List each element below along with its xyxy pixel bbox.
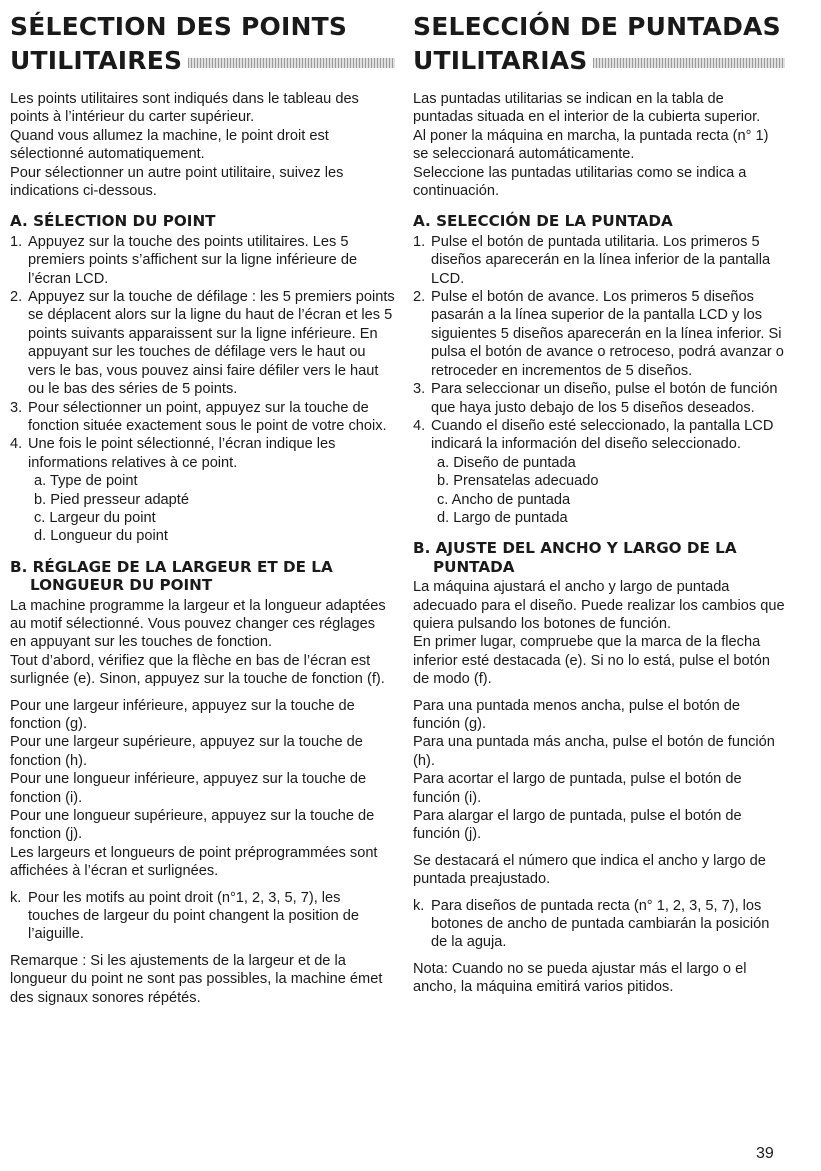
spanish-remark: Nota: Cuando no se pueda ajustar más el largo o el ancho, la máquina emitirá varios pitidos.	[413, 960, 747, 996]
list-item: 3. Pour sélectionner un point, appuyez sur la touche de fonction située exactement sous le point de votre choix.	[10, 399, 387, 434]
spanish-intro-3: Seleccione las puntadas utilitarias como se indica a continuación.	[413, 164, 747, 200]
spanish-title-line2: UTILITARIAS	[413, 46, 588, 75]
list-item: 2. Pulse el botón de avance. Los primeros 5 diseños pasarán a la línea superior de la pantalla LCD y los siguientes 5 diseños aparecerán en la línea inferior. Si pulsa el botón de avance o retroceso, podrá avanzar o retroceder en incrementos de 5 diseños.	[413, 289, 784, 379]
spanish-b-line: Para acortar el largo de puntada, pulse el botón de función (i).	[413, 771, 742, 806]
spanish-b-paragraph-1: La máquina ajustará el ancho y largo de puntada adecuado para el diseño. Puede realizar los cambios que quiera pulsando los botones de función.	[413, 579, 785, 632]
french-intro-3: Pour sélectionner un autre point utilitaire, suivez les indications ci-dessous.	[10, 164, 344, 200]
french-column	[10, 10, 395, 1007]
sub-item: a. Type de point	[34, 473, 138, 490]
list-item: 1. Appuyez sur la touche des points utilitaires. Les 5 premiers points s’affichent sur la ligne inférieure de l’écran LCD.	[10, 233, 358, 287]
spanish-b-line: Se destacará el número que indica el ancho y largo de puntada preajustado.	[413, 852, 766, 888]
french-title-row	[10, 44, 395, 78]
spanish-title-row	[413, 44, 785, 78]
sub-item: c. Largeur du point	[34, 509, 156, 526]
spanish-title-line1: SELECCIÓN DE PUNTADAS	[413, 12, 781, 41]
french-steps-list	[10, 233, 395, 546]
french-b-paragraph-2: Tout d’abord, vérifiez que la flèche en bas de l’écran est surlignée (e). Sinon, appuyez sur la touche de fonction (f).	[10, 652, 385, 688]
list-item: k. Para diseños de puntada recta (n° 1, 2, 3, 5, 7), los botones de ancho de puntada cambiarán la posición de la aguja.	[413, 897, 770, 951]
french-title-line2: UTILITAIRES	[10, 46, 183, 75]
spanish-section-b-heading: B. AJUSTE DEL ANCHO Y LARGO DE LA PUNTADA	[413, 539, 737, 576]
list-item: 2. Appuyez sur la touche de défilage : les 5 premiers points se déplacent alors sur la ligne du haut de l’écran et les 5 points suivants apparaissent sur la ligne inférieure. En appuyant sur les touches de défilage vers le haut ou vers le bas, vous pouvez ainsi faire défiler vers le haut ou le bas des séries de 5 points.	[10, 289, 395, 398]
french-section-b-heading: B. RÉGLAGE DE LA LARGEUR ET DE LA LONGUEUR DU POINT	[10, 557, 333, 595]
title-underline-rule	[188, 58, 395, 68]
sub-item: c. Ancho de puntada	[437, 491, 571, 508]
title-underline-rule	[593, 58, 785, 68]
spanish-k-note	[413, 897, 785, 952]
spanish-intro-2: Al poner la máquina en marcha, la puntada recta (n° 1) se seleccionará automáticamente.	[413, 127, 769, 163]
sub-item: b. Pied presseur adapté	[34, 491, 189, 508]
sub-item: d. Longueur du point	[34, 528, 168, 545]
list-item: k. Pour les motifs au point droit (n°1, 2, 3, 5, 7), les touches de largeur du point changent la position de l’aiguille.	[10, 889, 360, 943]
spanish-b-line: Para una puntada más ancha, pulse el botón de función (h).	[413, 734, 775, 769]
french-b-line: Pour une largeur supérieure, appuyez sur la touche de fonction (h).	[10, 734, 363, 769]
spanish-steps-list	[413, 233, 785, 528]
french-intro-2: Quand vous allumez la machine, le point droit est sélectionné automatiquement.	[10, 127, 329, 163]
french-b-line: Pour une largeur inférieure, appuyez sur la touche de fonction (g).	[10, 697, 355, 732]
french-title-line1: SÉLECTION DES POINTS	[10, 12, 348, 41]
french-b-line: Pour une longueur inférieure, appuyez sur la touche de fonction (i).	[10, 771, 367, 806]
spanish-section-a-heading: A. SELECCIÓN DE LA PUNTADA	[413, 212, 673, 231]
sub-item: d. Largo de puntada	[437, 509, 568, 526]
list-item: 3. Para seleccionar un diseño, pulse el botón de función que haya justo debajo de los 5 diseños deseados.	[413, 381, 778, 416]
list-item: 1. Pulse el botón de puntada utilitaria. Los primeros 5 diseños aparecerán en la línea inferior de la pantalla LCD.	[413, 233, 771, 287]
spanish-b-line: Para una puntada menos ancha, pulse el botón de función (g).	[413, 697, 740, 732]
french-section-a-heading: A. SÉLECTION DU POINT	[10, 212, 216, 231]
list-item: 4. Une fois le point sélectionné, l’écran indique les informations relatives à ce point. a. Type de point b. Pied presseur adapté c. Largeur du point d. Longueur du point	[10, 435, 395, 545]
spanish-b-paragraph-2: En primer lugar, compruebe que la marca de la flecha inferior esté destacada (e). Si no lo está, pulse el botón de modo (f).	[413, 634, 770, 688]
sub-item: b. Prensatelas adecuado	[437, 473, 599, 490]
french-b-line: Les largeurs et longueurs de point préprogrammées sont affichées à l’écran et surlignées.	[10, 844, 378, 880]
french-intro-1: Les points utilitaires sont indiqués dans le tableau des points à l’intérieur du carter supérieur.	[10, 91, 359, 126]
french-b-line: Pour une longueur supérieure, appuyez sur la touche de fonction (j).	[10, 808, 375, 843]
french-remark: Remarque : Si les ajustements de la largeur et de la longueur du point ne sont pas possibles, la machine émet des signaux sonores répétés.	[10, 952, 383, 1006]
french-k-note	[10, 889, 395, 944]
sub-item: a. Diseño de puntada	[437, 454, 576, 471]
spanish-b-line: Para alargar el largo de puntada, pulse el botón de función (j).	[413, 808, 742, 843]
spanish-column	[413, 10, 785, 997]
french-b-paragraph-1: La machine programme la largeur et la longueur adaptées au motif sélectionné. Vous pouvez changer ces réglages en appuyant sur les touches de fonction.	[10, 597, 386, 651]
spanish-intro-1: Las puntadas utilitarias se indican en la tabla de puntadas situada en el interior de la cubierta superior.	[413, 91, 761, 126]
page-number: 39	[756, 1145, 774, 1162]
list-item: 4. Cuando el diseño esté seleccionado, la pantalla LCD indicará la información del diseño seleccionado. a. Diseño de puntada b. Prensatelas adecuado c. Ancho de puntada d. Largo de puntada	[413, 417, 785, 527]
